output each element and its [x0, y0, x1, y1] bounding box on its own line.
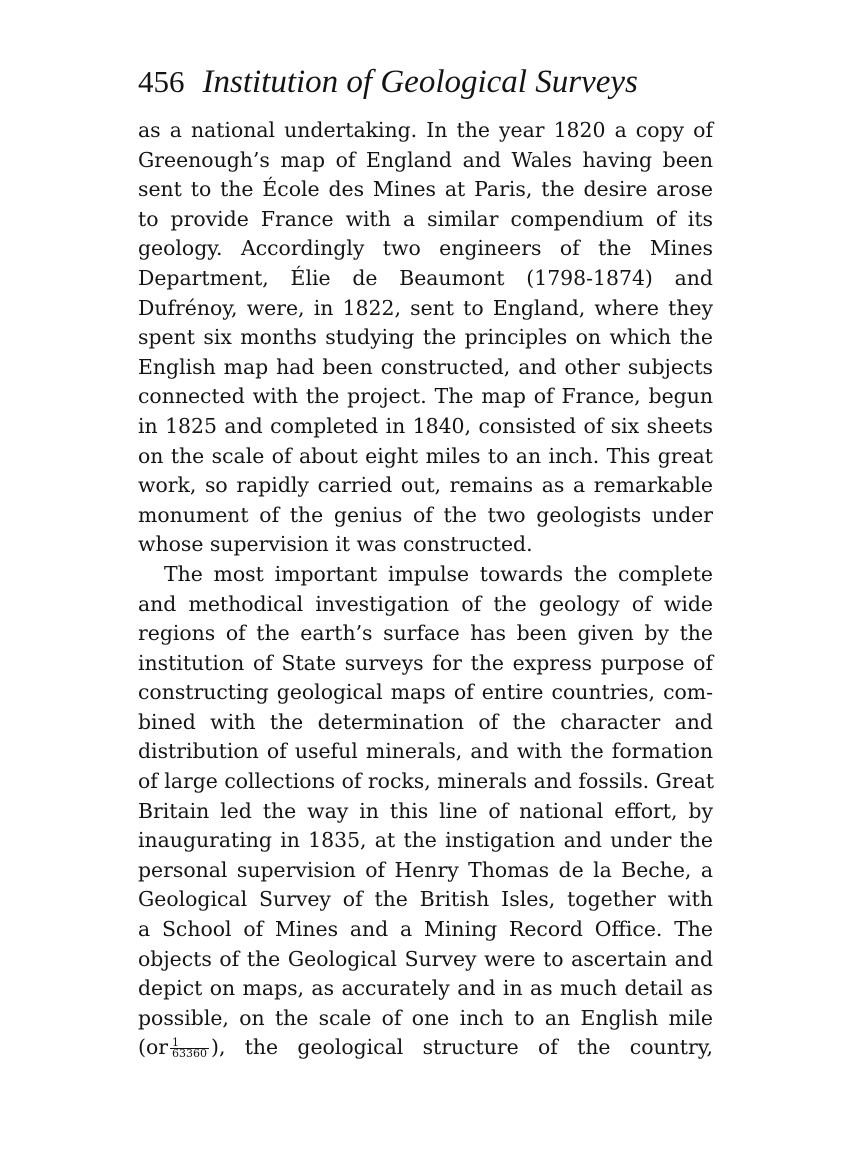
text-line: connected with the project. The map of France, begun — [138, 384, 713, 409]
text-line: a School of Mines and a Mining Record Office. The — [138, 917, 713, 942]
text-line: English map had been constructed, and other subjects — [138, 354, 713, 379]
paragraph — [138, 116, 713, 560]
text-line: whose supervision it was constructed. — [138, 532, 533, 557]
text-line: Department, Élie de Beaumont (1798-1874) and — [138, 265, 713, 290]
text-line: regions of the earth’s surface has been given by the — [138, 621, 713, 646]
text-line: spent six months studying the principles on which the — [138, 325, 713, 350]
text-line: Dufrénoy, were, in 1822, sent to England, where they — [138, 295, 713, 320]
text-fragment: (or — [138, 1035, 168, 1060]
text-fragment: ), the geological structure of the country, — [210, 1035, 713, 1060]
fraction-numerator: 1 — [170, 1038, 209, 1049]
text-line: distribution of useful minerals, and with the formation — [138, 739, 713, 764]
page-number: 456 — [138, 64, 185, 99]
text-line: possible, on the scale of one inch to an English mile — [138, 1005, 713, 1030]
text-line: work, so rapidly carried out, remains as a remarkable — [138, 473, 713, 498]
text-line: depict on maps, as accurately and in as much detail as — [138, 976, 713, 1001]
text-line: geology. Accordingly two engineers of the Mines — [138, 236, 713, 261]
text-line: sent to the École des Mines at Paris, the desire arose — [138, 177, 713, 202]
text-line: institution of State surveys for the express purpose of — [138, 650, 713, 675]
text-line: Geological Survey of the British Isles, together with — [138, 887, 713, 912]
text-line: in 1825 and completed in 1840, consisted of six sheets — [138, 413, 713, 438]
text-line: inaugurating in 1835, at the instigation and under the — [138, 828, 713, 853]
body-text — [138, 116, 713, 1063]
text-line-with-fraction — [138, 1033, 713, 1063]
page-header — [138, 64, 638, 112]
text-line: personal supervision of Henry Thomas de la Beche, a — [138, 857, 713, 882]
scale-fraction — [170, 1038, 209, 1059]
text-line: Britain led the way in this line of national effort, by — [138, 798, 713, 823]
text-line: and methodical investigation of the geology of wide — [138, 591, 713, 616]
text-line: as a national undertaking. In the year 1820 a copy of — [138, 118, 713, 142]
text-line: of large collections of rocks, minerals and fossils. Great — [138, 769, 715, 794]
text-line: constructing geological maps of entire countries, com- — [138, 680, 713, 705]
text-line: to provide France with a similar compendium of its — [138, 206, 713, 231]
text-line: The most important impulse towards the complete — [164, 561, 713, 586]
text-line: bined with the determination of the character and — [138, 709, 713, 734]
text-line: on the scale of about eight miles to an inch. This great — [138, 443, 713, 468]
fraction-denominator: 63360 — [171, 1047, 207, 1061]
text-line: objects of the Geological Survey were to ascertain and — [138, 946, 713, 971]
paragraph — [138, 560, 713, 1063]
running-title: Institution of Geological Surveys — [202, 64, 638, 100]
text-line: monument of the genius of the two geologists under — [138, 502, 713, 527]
text-line: Greenough’s map of England and Wales having been — [138, 147, 713, 172]
